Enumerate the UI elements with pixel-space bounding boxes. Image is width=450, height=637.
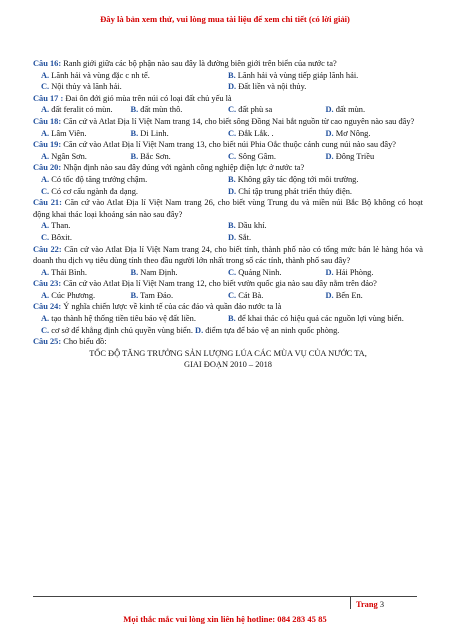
answer-row [33, 186, 423, 198]
question-list [33, 58, 423, 371]
answer-text: Quảng Ninh. [236, 267, 282, 277]
answer-option [228, 267, 326, 279]
question-text: Đai ôn đới gió mùa trên núi có loại đất chủ yếu là [63, 93, 232, 103]
answer-row [33, 128, 423, 140]
question-number: Câu 24: [33, 302, 62, 312]
answer-letter: D. [325, 105, 334, 115]
question-stem [33, 162, 423, 174]
answer-option [33, 104, 131, 116]
answer-letter: D. [228, 186, 237, 196]
answer-option [33, 267, 131, 279]
question-number: Câu 22: [33, 244, 62, 254]
answer-text: Có tốc độ tăng trưởng chậm. [49, 174, 148, 184]
answer-text: đất mùn thô. [138, 105, 183, 115]
question-stem [33, 58, 423, 70]
answer-row [33, 313, 423, 325]
answer-text: Bắc Sơn. [138, 151, 171, 161]
answer-letter: A. [41, 105, 50, 115]
question-stem [33, 278, 423, 290]
answer-text: Nam Định. [138, 267, 178, 277]
answer-letter: C. [228, 105, 237, 115]
answer-text: Hải Phòng. [333, 267, 374, 277]
answer-option [33, 81, 228, 93]
answer-option [131, 128, 229, 140]
answer-text: đất feralit có mùn. [49, 105, 113, 115]
answer-text: đất mùn. [333, 105, 366, 115]
answer-text: Sắt. [236, 232, 252, 242]
question-stem [33, 93, 423, 105]
answer-option [326, 128, 424, 140]
answer-letter: A. [41, 128, 50, 138]
answer-option [33, 220, 228, 232]
question-text: Căn cứ và Atlat Địa lí Việt Nam trang 14, cho biết sông Đồng Nai bắt nguồn từ cao nguyên nào sau đây? [61, 116, 415, 126]
answer-row [33, 151, 423, 163]
answer-option [33, 174, 228, 186]
answer-text: Mơ Nông. [333, 128, 371, 138]
answer-option [228, 81, 423, 93]
question-number: Câu 19: [33, 140, 62, 150]
answer-text: Nội thủy và lãnh hải. [49, 82, 122, 92]
question-number: Câu 18: [33, 116, 62, 126]
answer-letter: C. [228, 128, 237, 138]
answer-text: Đông Triều [333, 151, 375, 161]
answer-letter: C. [228, 267, 237, 277]
question-text: Căn cứ vào Atlat Địa lí Việt Nam trang 13, cho biết núi Phia Oắc thuộc cánh cung núi nào sau đây? [61, 140, 396, 150]
answer-letter: D. [228, 232, 237, 242]
question-stem [33, 301, 423, 313]
answer-letter: D. [228, 82, 237, 92]
answer-text: điểm tựa để bảo vệ an ninh quốc phòng. [203, 325, 340, 335]
answer-option [228, 186, 423, 198]
answer-option [228, 128, 326, 140]
answer-option [131, 151, 229, 163]
answer-letter: C. [41, 325, 50, 335]
answer-letter: B. [228, 314, 236, 324]
page-number-value: 3 [379, 600, 384, 609]
chart-title-line-1: TỐC ĐỘ TĂNG TRƯỞNG SẢN LƯỢNG LÚA CÁC MÙA VỤ CỦA NƯỚC TA, [89, 348, 367, 358]
answer-text: Bôxit. [49, 232, 72, 242]
answer-letter: A. [41, 314, 50, 324]
answer-row [33, 104, 423, 116]
answer-letter: A. [41, 221, 50, 231]
answer-letter: B. [130, 267, 139, 277]
answer-text: Thái Bình. [49, 267, 87, 277]
answer-option [228, 232, 423, 244]
question-number: Câu 20: [33, 163, 62, 173]
answer-option [33, 151, 131, 163]
answer-option [33, 186, 228, 198]
hotline-text: Mọi thắc mắc vui lòng xin liên hệ hotline: 084 283 45 85 [123, 614, 327, 624]
answer-text: Lãnh hải và vùng tiếp giáp lãnh hải. [235, 70, 359, 80]
answer-letter: B. [130, 128, 139, 138]
answer-option [131, 104, 229, 116]
answer-letter: C. [41, 186, 50, 196]
answer-letter: D. [325, 151, 334, 161]
answer-option [228, 290, 326, 302]
question-text: Căn cứ vào Atlat Địa lí Việt Nam trang 26, cho biết vùng Trung du và miền núi Bắc Bộ không có hoạt động khai thác loại khoáng sản nào sau đây? [33, 198, 424, 219]
question-text: Nhận định nào sau đây đúng với ngành công nghiệp điện lực ở nước ta? [61, 163, 305, 173]
chart-title-line-2: GIAI ĐOẠN 2010 – 2018 [184, 360, 272, 370]
answer-letter: D. [325, 290, 334, 300]
question-stem [33, 336, 423, 348]
answer-option [33, 313, 228, 325]
answer-row [33, 290, 423, 302]
answer-text: Bến En. [333, 290, 363, 300]
answer-option [33, 70, 228, 82]
answer-row [33, 232, 423, 244]
question-text: Ý nghĩa chiến lược về kinh tế của các đảo và quần đảo nước ta là [61, 302, 282, 312]
question-text: Cho biểu đồ: [61, 337, 107, 347]
answer-option [228, 220, 423, 232]
answer-letter: B. [130, 105, 139, 115]
question-number: Câu 17 : [33, 93, 64, 103]
question-stem [33, 197, 423, 220]
question-number: Câu 23: [33, 279, 62, 289]
answer-letter: A. [41, 267, 50, 277]
answer-text: Cúc Phương. [49, 290, 96, 300]
question-number: Câu 21: [33, 198, 62, 208]
answer-row [33, 174, 423, 186]
page-label: Trang [356, 600, 378, 609]
answer-text: đất phù sa [236, 105, 273, 115]
question-stem [33, 244, 423, 267]
answer-letter: D. [195, 325, 204, 335]
answer-letter: C. [41, 232, 50, 242]
answer-letter: A. [41, 70, 50, 80]
answer-text: Lãnh hải và vùng đặc c nh tế. [49, 70, 150, 80]
answer-option [33, 128, 131, 140]
question-stem [33, 139, 423, 151]
answer-option [33, 290, 131, 302]
page-number [356, 600, 384, 609]
answer-option [33, 232, 228, 244]
answer-option [326, 151, 424, 163]
answer-letter: A. [41, 151, 50, 161]
answer-letter: A. [41, 174, 50, 184]
answer-letter: C. [228, 151, 237, 161]
footer-divider [33, 596, 417, 597]
answer-text: cơ sở để khẳng định chủ quyền vùng biển. [49, 325, 193, 335]
answer-option [228, 151, 326, 163]
answer-text: Đắk Lắk. . [236, 128, 274, 138]
page-number-divider [350, 597, 351, 609]
answer-text: Than. [49, 221, 71, 231]
answer-option [228, 70, 423, 82]
answer-row [33, 325, 423, 337]
answer-text: Dầu khí. [235, 221, 267, 231]
answer-text: Tam Đảo. [138, 290, 174, 300]
answer-text: Có cơ cấu ngành đa dạng. [49, 186, 139, 196]
answer-letter: B. [228, 70, 236, 80]
preview-banner: Đây là bản xem thử, vui lòng mua tài liệu để xem chi tiết (có lời giải) [100, 14, 350, 24]
answer-text: Ngân Sơn. [49, 151, 87, 161]
answer-option [326, 290, 424, 302]
answer-letter: A. [41, 290, 50, 300]
answer-text: Sông Gâm. [236, 151, 276, 161]
answer-row [33, 220, 423, 232]
answer-text: Không gây tác động tới môi trường. [235, 174, 359, 184]
answer-option [326, 267, 424, 279]
answer-option [228, 174, 423, 186]
answer-text: Chỉ tập trung phát triển thủy điện. [236, 186, 352, 196]
answer-row [33, 267, 423, 279]
question-text: Ranh giới giữa các bộ phận nào sau đây là đường biên giới trên biển của nước ta? [61, 59, 337, 68]
answer-letter: B. [228, 174, 236, 184]
answer-letter: B. [130, 290, 139, 300]
answer-option [131, 267, 229, 279]
answer-letter: D. [325, 128, 334, 138]
answer-option [228, 313, 423, 325]
answer-letter: B. [130, 151, 139, 161]
answer-text: Di Linh. [138, 128, 169, 138]
answer-text: tạo thành hệ thống tiền tiêu bảo vệ đất liền. [49, 314, 196, 324]
answer-text: Lâm Viên. [49, 128, 87, 138]
question-text: Căn cứ vào Atlat Địa lí Việt Nam trang 24, cho biết tỉnh, thành phố nào có tổng mức bán lẻ hàng hóa và doanh thu dịch vụ tiêu dùng tính theo đầu người lớn nhất trong số các tỉnh, thành phố sau đây? [33, 244, 423, 266]
answer-option [131, 290, 229, 302]
answer-row [33, 70, 423, 82]
question-number: Câu 25: [33, 337, 62, 347]
answer-row [33, 81, 423, 93]
answer-option [228, 104, 326, 116]
answer-letter: B. [228, 221, 236, 231]
question-number: Câu 16: [33, 59, 62, 68]
answer-letter: C. [228, 290, 237, 300]
answer-letter: D. [325, 267, 334, 277]
answer-option [326, 104, 424, 116]
answer-text: Đất liền và nội thủy. [236, 82, 307, 92]
answer-text: Cát Bà. [236, 290, 264, 300]
question-24-25 [33, 301, 423, 371]
question-stem [33, 116, 423, 128]
answer-letter: C. [41, 82, 50, 92]
answer-text: để khai thác có hiệu quả các nguồn lợi vùng biển. [235, 314, 404, 324]
question-text: Căn cứ vào Atlat Địa lí Việt Nam trang 12, cho biết vườn quốc gia nào sau đây nằm trên đảo? [61, 279, 377, 289]
